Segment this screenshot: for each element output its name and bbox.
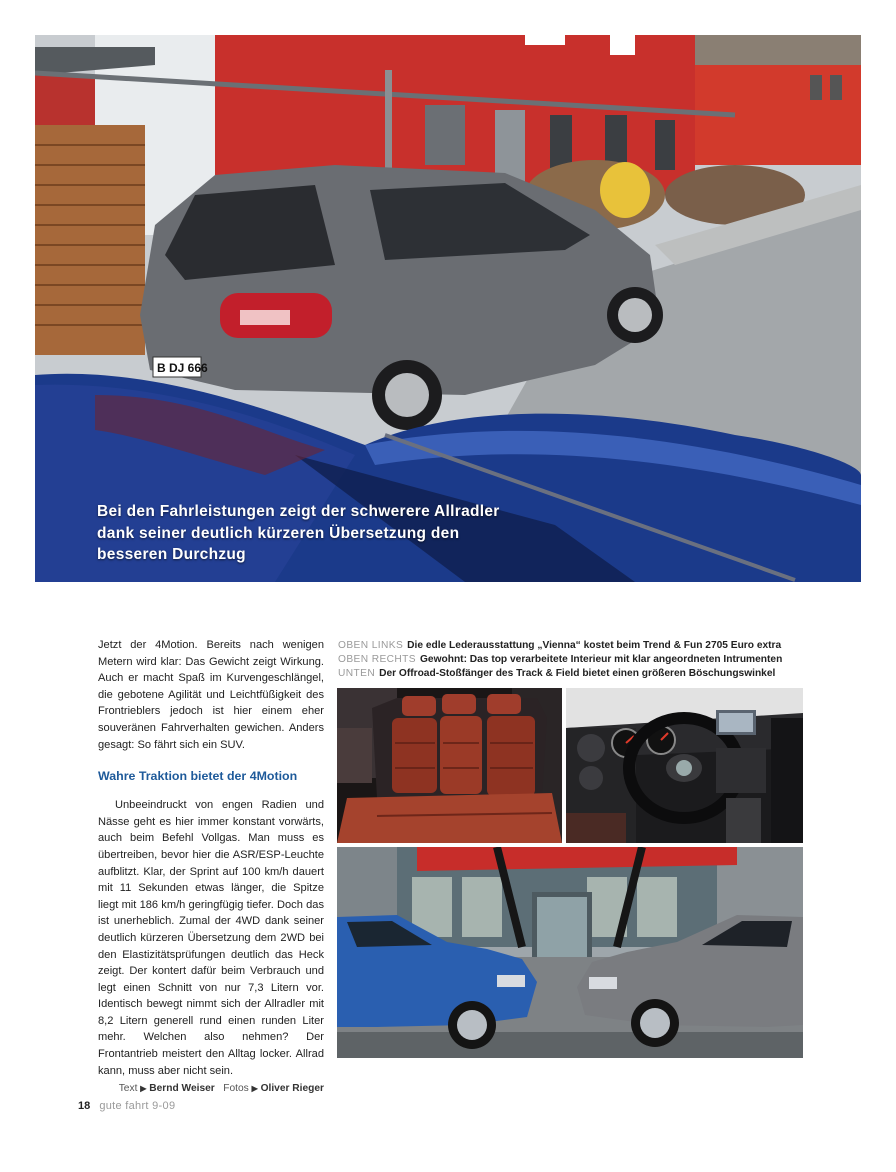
magazine-issue: gute fahrt 9-09 (99, 1100, 176, 1112)
license-plate-text: B DJ 666 (157, 361, 208, 375)
caption-row (338, 667, 808, 681)
caption-position: OBEN RECHTS (338, 654, 416, 665)
article-paragraph-2: Unbeeindruckt von engen Radien und Nässe geht es hier immer konstant vorwärts, auch beim Befehl Vollgas. Man muss es übertreiben, bevor hier die ASR/ESP-Leuchte aufblitzt. Klar, der Sprint auf 100 km/h dauert mit 11 Sekunden etwas länger, die Spitze liegt mit 186 km/h geringfügig tiefer. Doch das ist unerheblich. Zumal der 4WD dank seiner deutlich kürzeren Übersetzung dem 2WD bei den Elastizitätsprüfungen deutlich das Heck zeigt. Der kontert dafür beim Verbrauch und legt einen Schnitt von nur 7,3 Litern vor. Identisch bewegt nimmt sich der Allradler mit 8,2 Litern generell rund einen runden Liter mehr. Welchen also nehmen? Der Frontantrieb meistert den Alltag locker. Allrad kann, muss aber nicht sein. (98, 799, 324, 1077)
caption-row (338, 639, 808, 653)
two-cars-photo (337, 847, 803, 1058)
hero-caption: Bei den Fahrleistungen zeigt der schwerere Allradler dank seiner deutlich kürzeren Übersetzung den besseren Durchzug (97, 503, 500, 563)
credit-photo-author: Oliver Rieger (260, 1083, 324, 1095)
hero-photo (35, 35, 861, 582)
article-heading: Wahre Traktion bietet der 4Motion (98, 769, 298, 784)
caption-text: Der Offroad-Stoßfänger des Track & Field bietet einen größeren Böschungswinkel (379, 668, 776, 679)
credit-arrow-icon: ▶ (251, 1084, 258, 1094)
page-footer (78, 1100, 175, 1112)
hero-photo-illustration (35, 35, 861, 582)
dashboard-photo (566, 688, 803, 843)
article-column (98, 637, 324, 1098)
article-paragraph-1: Jetzt der 4Motion. Bereits nach wenigen Metern wird klar: Das Gewicht zeigt Wirkung. Auch er macht Spaß im Kurvengeschlängel, die gebotene Agilität und Leichtfüßigkeit des Frontrieblers jedoch ist hier einem eher souveränen Fahrverhalten gewichen. Anders gesagt: So fährt sich ein SUV. (98, 639, 324, 751)
credit-text-label: Text (118, 1083, 138, 1095)
caption-position: OBEN LINKS (338, 640, 404, 651)
credit-photo-label: Fotos (223, 1083, 249, 1095)
caption-position: UNTEN (338, 668, 376, 679)
article-credits (98, 1081, 324, 1098)
photo-captions (338, 639, 808, 681)
caption-text: Gewohnt: Das top verarbeitete Interieur mit klar angeordneten Intrumenten (420, 654, 783, 665)
credit-arrow-icon: ▶ (140, 1084, 147, 1094)
credit-text-author: Bernd Weiser (149, 1083, 215, 1095)
caption-row (338, 653, 808, 667)
caption-text: Die edle Lederausstattung „Vienna“ kostet beim Trend & Fun 2705 Euro extra (407, 640, 782, 651)
leather-seats-photo (337, 688, 562, 843)
page-number: 18 (78, 1100, 91, 1112)
